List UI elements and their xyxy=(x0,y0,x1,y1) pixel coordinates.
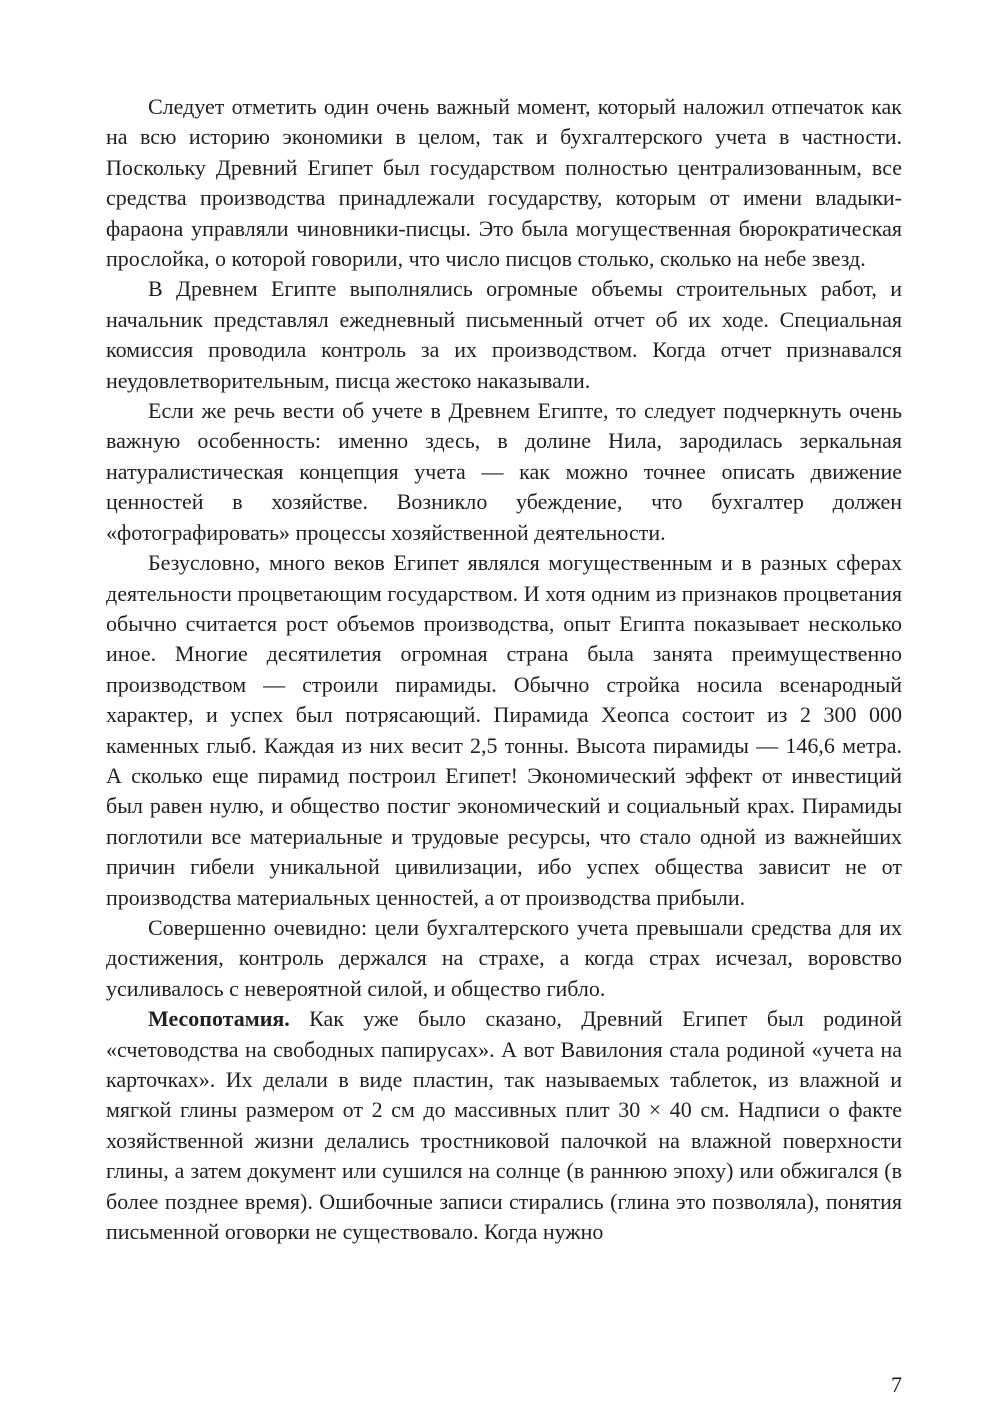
section-heading-mesopotamia: Месопотамия. xyxy=(148,1006,290,1032)
paragraph-4: Безусловно, много веков Египет являлся могущественным и в разных сферах деятельности процветающим государством. И хотя одним из признаков процветания обычно считается рост объемов производства, опыт Египта показывает несколько иное. Многие десятилетия огромная страна была занята преимущественно производством — строили пирамиды. Обычно стройка носила всенародный характер, и успех был потрясающий. Пирамида Хеопса состоит из 2 300 000 каменных глыб. Каждая из них весит 2,5 тонны. Высота пирамиды — 146,6 метра. А сколько еще пирамид построил Египет! Экономический эффект от инвестиций был равен нулю, и общество постиг экономический и социальный крах. Пирамиды поглотили все материальные и трудовые ресурсы, что стало одной из важнейших причин гибели уникальной цивилизации, ибо успех общества зависит не от производства материальных ценностей, а от производства прибыли. xyxy=(106,550,902,910)
paragraph-2: В Древнем Египте выполнялись огромные объемы строительных работ, и начальник представлял ежедневный письменный отчет об их ходе. Специальная комиссия проводила контроль за их производством. Когда отчет признавался неудовлетворительным, писца жестоко наказывали. xyxy=(106,276,902,393)
paragraph-3: Если же речь вести об учете в Древнем Египте, то следует подчеркнуть очень важную особенность: именно здесь, в долине Нила, зародилась зеркальная натуралистическая концепция учета — как можно точнее описать движение ценностей в хозяйстве. Возникло убеждение, что бухгалтер должен «фотографировать» процессы хозяйственной деятельности. xyxy=(106,398,902,545)
paragraph-6 xyxy=(106,1004,902,1247)
paragraph-1: Следует отметить один очень важный момент, который наложил отпечаток как на всю историю экономики в целом, так и бухгалтерского учета в частности. Поскольку Древний Египет был государством полностью централизованным, все средства производства принадлежали государству, которым от имени владыки-фараона управляли чиновники-писцы. Это была могущественная бюрократическая прослойка, о которой говорили, что число писцов столько, сколько на небе звезд. xyxy=(106,94,902,272)
paragraph-6-text: Как уже было сказано, Древний Египет был родиной «счетоводства на свободных папирусах». А вот Вавилония стала родиной «учета на карточках». Их делали в виде пластин, так называемых таблеток, из влажной и мягкой глины размером от 2 см до массивных плит 30 × 40 см. Надписи о факте хозяйственной жизни делались тростниковой палочкой на влажной поверхности глины, а затем документ или сушился на солнце (в раннюю эпоху) или обжигался (в более позднее время). Ошибочные записи стирались (глина это позволяла), понятия письменной оговорки не существовало. Когда нужно xyxy=(106,1006,902,1245)
paragraph-5: Совершенно очевидно: цели бухгалтерского учета превышали средства для их достижения, контроль держался на страхе, а когда страх исчезал, воровство усиливалось с невероятной силой, и общество гибло. xyxy=(106,914,902,1001)
page-body xyxy=(106,92,902,1247)
page-number: 7 xyxy=(891,1372,902,1397)
